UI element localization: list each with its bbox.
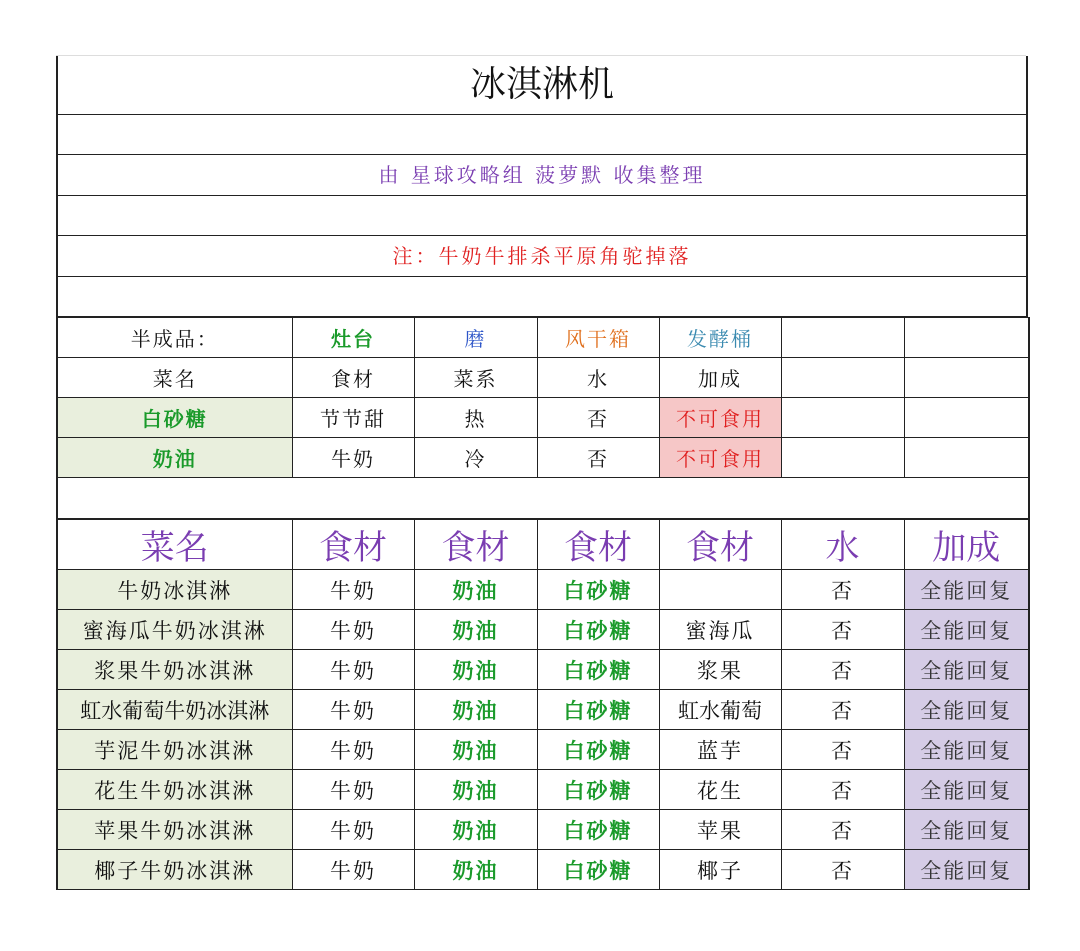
ingredient-cell: 奶油 (414, 850, 537, 890)
ingredient-cell: 牛奶 (292, 650, 414, 690)
bonus-cell: 全能回复 (904, 770, 1029, 810)
semi-row (57, 438, 1029, 478)
water-cell: 否 (781, 850, 904, 890)
semi-subheader-row (57, 358, 1029, 398)
semi-cell (904, 438, 1029, 478)
water-cell: 否 (781, 810, 904, 850)
semi-header-cell (904, 318, 1029, 358)
ingredient-cell: 白砂糖 (537, 770, 659, 810)
recipe-header-cell: 食材 (659, 520, 781, 570)
recipe-table (56, 519, 1030, 890)
bonus-cell: 全能回复 (904, 690, 1029, 730)
semi-header-cell: 灶台 (292, 318, 414, 358)
recipe-row (57, 690, 1029, 730)
ingredient-cell: 牛奶 (292, 690, 414, 730)
recipe-header-cell: 食材 (292, 520, 414, 570)
recipe-name-cell: 浆果牛奶冰淇淋 (57, 650, 292, 690)
ingredient-cell: 蓝芋 (659, 730, 781, 770)
semi-cell (781, 438, 904, 478)
semi-subheader-cell (904, 358, 1029, 398)
recipe-row (57, 810, 1029, 850)
blank-cell (57, 478, 1029, 519)
recipe-row (57, 650, 1029, 690)
recipe-name-cell: 牛奶冰淇淋 (57, 570, 292, 610)
recipe-sheet (56, 55, 1026, 890)
semi-name-cell: 奶油 (57, 438, 292, 478)
bonus-cell: 全能回复 (904, 730, 1029, 770)
semi-cell: 牛奶 (292, 438, 414, 478)
ingredient-cell: 苹果 (659, 810, 781, 850)
water-cell: 否 (781, 770, 904, 810)
recipe-row (57, 570, 1029, 610)
semi-header-cell: 半成品： (57, 318, 292, 358)
ingredient-cell: 牛奶 (292, 570, 414, 610)
ingredient-cell: 牛奶 (292, 610, 414, 650)
ingredient-cell: 白砂糖 (537, 570, 659, 610)
ingredient-cell (659, 570, 781, 610)
recipe-name-cell: 椰子牛奶冰淇淋 (57, 850, 292, 890)
drop-note: 注：牛奶牛排杀平原角驼掉落 (56, 236, 1028, 277)
recipe-row (57, 730, 1029, 770)
semi-subheader-cell (781, 358, 904, 398)
credit-line: 由 星球攻略组 菠萝默 收集整理 (56, 155, 1028, 196)
bonus-cell: 全能回复 (904, 610, 1029, 650)
recipe-row (57, 770, 1029, 810)
semi-subheader-cell: 食材 (292, 358, 414, 398)
ingredient-cell: 奶油 (414, 610, 537, 650)
blank-row (57, 478, 1029, 519)
semi-cell: 热 (414, 398, 537, 438)
ingredient-cell: 奶油 (414, 570, 537, 610)
recipe-name-cell: 芋泥牛奶冰淇淋 (57, 730, 292, 770)
recipe-header-row (57, 520, 1029, 570)
recipe-header-cell: 加成 (904, 520, 1029, 570)
page-title: 冰淇淋机 (56, 56, 1028, 115)
ingredient-cell: 牛奶 (292, 810, 414, 850)
blank-row (56, 196, 1028, 236)
ingredient-cell: 白砂糖 (537, 730, 659, 770)
ingredient-cell: 椰子 (659, 850, 781, 890)
semi-cell: 否 (537, 398, 659, 438)
semi-header-cell: 磨 (414, 318, 537, 358)
semi-header-cell: 风干箱 (537, 318, 659, 358)
ingredient-cell: 花生 (659, 770, 781, 810)
ingredient-cell: 奶油 (414, 810, 537, 850)
blank-row (56, 115, 1028, 155)
ingredient-cell: 奶油 (414, 690, 537, 730)
ingredient-cell: 奶油 (414, 730, 537, 770)
recipe-name-cell: 花生牛奶冰淇淋 (57, 770, 292, 810)
water-cell: 否 (781, 570, 904, 610)
ingredient-cell: 蜜海瓜 (659, 610, 781, 650)
blank-row (56, 277, 1028, 317)
ingredient-cell: 牛奶 (292, 850, 414, 890)
bonus-cell: 全能回复 (904, 650, 1029, 690)
ingredient-cell: 虹水葡萄 (659, 690, 781, 730)
recipe-name-cell: 蜜海瓜牛奶冰淇淋 (57, 610, 292, 650)
semi-cell (904, 398, 1029, 438)
semi-row (57, 398, 1029, 438)
inedible-cell: 不可食用 (659, 398, 781, 438)
semi-subheader-cell: 水 (537, 358, 659, 398)
recipe-name-cell: 虹水葡萄牛奶冰淇淋 (57, 690, 292, 730)
ingredient-cell: 白砂糖 (537, 650, 659, 690)
semi-cell: 节节甜 (292, 398, 414, 438)
recipe-row (57, 850, 1029, 890)
ingredient-cell: 白砂糖 (537, 690, 659, 730)
semi-subheader-cell: 加成 (659, 358, 781, 398)
semi-name-cell: 白砂糖 (57, 398, 292, 438)
ingredient-cell: 白砂糖 (537, 610, 659, 650)
water-cell: 否 (781, 730, 904, 770)
ingredient-cell: 牛奶 (292, 730, 414, 770)
ingredient-cell: 白砂糖 (537, 810, 659, 850)
semi-subheader-cell: 菜名 (57, 358, 292, 398)
recipe-header-cell: 水 (781, 520, 904, 570)
semi-subheader-cell: 菜系 (414, 358, 537, 398)
recipe-header-cell: 食材 (414, 520, 537, 570)
semi-header-row (57, 318, 1029, 358)
recipe-header-cell: 菜名 (57, 520, 292, 570)
semi-header-cell (781, 318, 904, 358)
recipe-header-cell: 食材 (537, 520, 659, 570)
water-cell: 否 (781, 690, 904, 730)
semi-header-cell: 发酵桶 (659, 318, 781, 358)
water-cell: 否 (781, 610, 904, 650)
bonus-cell: 全能回复 (904, 810, 1029, 850)
ingredient-cell: 奶油 (414, 650, 537, 690)
ingredient-cell: 浆果 (659, 650, 781, 690)
bonus-cell: 全能回复 (904, 850, 1029, 890)
ingredient-cell: 白砂糖 (537, 850, 659, 890)
semi-cell: 冷 (414, 438, 537, 478)
water-cell: 否 (781, 650, 904, 690)
recipe-name-cell: 苹果牛奶冰淇淋 (57, 810, 292, 850)
inedible-cell: 不可食用 (659, 438, 781, 478)
ingredient-cell: 牛奶 (292, 770, 414, 810)
semi-cell: 否 (537, 438, 659, 478)
bonus-cell: 全能回复 (904, 570, 1029, 610)
recipe-row (57, 610, 1029, 650)
semi-finished-table (56, 317, 1030, 519)
semi-cell (781, 398, 904, 438)
ingredient-cell: 奶油 (414, 770, 537, 810)
